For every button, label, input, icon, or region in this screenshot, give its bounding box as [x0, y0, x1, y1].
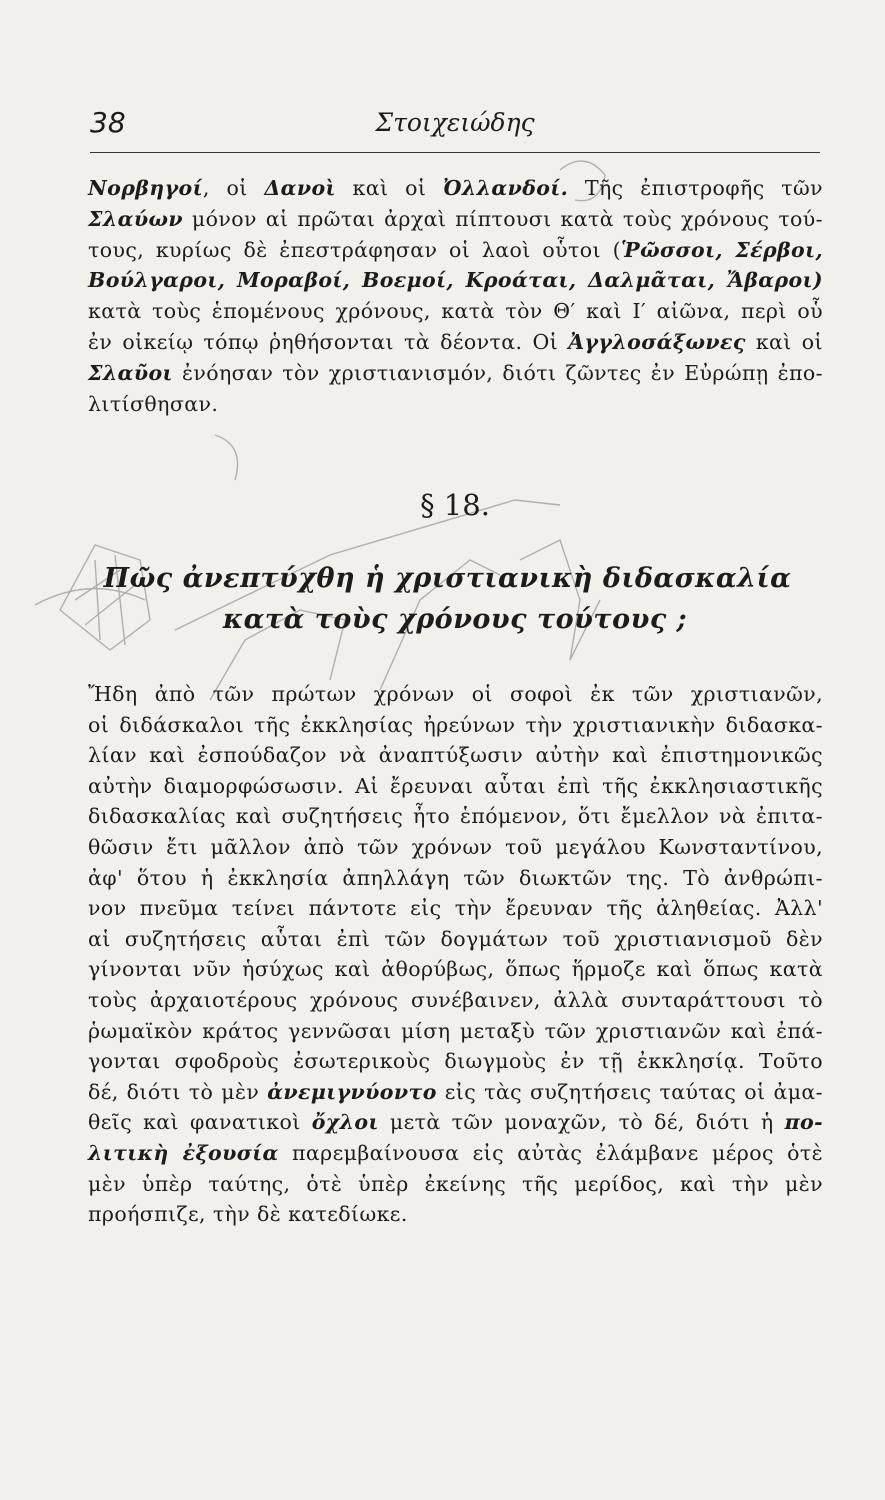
- text-line: [88, 679, 823, 710]
- emphasized-term: Νορβηγοί: [88, 176, 203, 200]
- text-run: κατὰ τοὺς ἑπομένους χρόνους, κατὰ τὸν Θ′ καὶ Ι′ αἰῶνα, περὶ οὗ: [88, 299, 823, 324]
- text-run: ἀφ' ὅτου ἡ ἐκκλησία ἀπηλλάγη τῶν διωκτῶν της. Τὸ ἀνθρώπι-: [88, 865, 823, 890]
- text-run: Ἤδη ἀπὸ τῶν πρώτων χρόνων οἱ σοφοὶ ἐκ τῶν χριστιανῶν,: [88, 682, 823, 706]
- text-line: [88, 1138, 823, 1169]
- text-line: [88, 832, 823, 863]
- text-run: νον πνεῦμα τείνει πάντοτε εἰς τὴν ἔρευναν τῆς ἀληθείας. Ἀλλ': [88, 896, 823, 921]
- text-line: [88, 265, 823, 296]
- text-line: [88, 296, 823, 327]
- text-line: [88, 954, 823, 985]
- text-line: [88, 985, 823, 1016]
- text-line: [88, 1077, 823, 1108]
- text-line: [88, 327, 823, 358]
- emphasized-term: Σλαῦοι: [88, 360, 173, 385]
- text-line: [88, 204, 823, 235]
- text-run: καὶ οἱ: [335, 176, 443, 200]
- text-run: λίαν καὶ ἐσπούδαζον νὰ ἀναπτύξωσιν αὐτὴν καὶ ἐπιστημονικῶς: [88, 743, 823, 768]
- text-line: [88, 1046, 823, 1077]
- text-line: [88, 235, 823, 266]
- text-run: ῥωμαϊκὸν κράτος γεννῶσαι μίση μεταξὺ τῶν χριστιανῶν καὶ ἐπά-: [88, 1018, 823, 1043]
- emphasized-term: ὄχλοι: [311, 1110, 379, 1135]
- text-run: τοὺς ἀρχαιοτέρους χρόνους συνέβαινεν, ἀλλὰ συνταράττουσι τὸ: [88, 987, 823, 1012]
- section-title-line-2: κατὰ τοὺς χρόνους τούτους ;: [222, 604, 688, 635]
- text-run: καὶ οἱ: [745, 329, 823, 354]
- text-run: τους, κυρίως δὲ ἐπεστράφησαν οἱ λαοὶ οὗτοι (: [88, 237, 622, 262]
- text-line: [88, 771, 823, 802]
- text-run: θῶσιν ἔτι μᾶλλον ἀπὸ τῶν χρόνων τοῦ μεγάλου Κωνσταντίνου,: [88, 834, 823, 859]
- emphasized-term: Δανοὶ: [264, 176, 336, 200]
- text-run: μετὰ τῶν μοναχῶν, τὸ δέ, διότι ἡ: [378, 1110, 785, 1135]
- text-line: [88, 173, 823, 204]
- emphasized-term: Ὀλλανδοί.: [443, 176, 569, 200]
- section-body-paragraph: [88, 679, 823, 1230]
- text-run: αἱ συζητήσεις αὗται ἐπὶ τῶν δογμάτων τοῦ χριστιανισμοῦ δὲν: [88, 926, 823, 951]
- emphasized-term: Σλαύων: [88, 206, 184, 231]
- text-run: , οἱ: [202, 176, 265, 200]
- header-rule: [90, 152, 820, 153]
- page-header: [90, 102, 820, 146]
- text-run: μὲν ὑπὲρ ταύτης, ὁτὲ ὑπὲρ ἐκείνης τῆς μερίδος, καὶ τὴν μὲν: [88, 1171, 823, 1196]
- emphasized-term: Βούλγαροι, Μοραβοί, Βοεμοί, Κροάται, Δαλμᾶται, Ἄβαροι): [88, 268, 823, 293]
- emphasized-term: λιτικὴ ἐξουσία: [88, 1140, 279, 1165]
- page-number: 38: [90, 106, 126, 139]
- text-line: [88, 924, 823, 955]
- text-run: Τῆς ἐπιστροφῆς τῶν: [568, 176, 823, 200]
- text-line: [88, 1107, 823, 1138]
- text-line: [88, 801, 823, 832]
- emphasized-term: Ἀγγλοσάξωνες: [568, 329, 746, 354]
- text-run: ἐν οἰκείῳ τόπῳ ῥηθήσονται τὰ δέοντα. Οἱ: [88, 329, 569, 354]
- text-run: γίνονται νῦν ἡσύχως καὶ ἀθορύβως, ὅπως ἥρμοζε καὶ ὅπως κατὰ: [88, 957, 823, 982]
- text-run: αὐτὴν διαμορφώσωσιν. Αἱ ἔρευναι αὗται ἐπὶ τῆς ἐκκλησιαστικῆς: [88, 773, 823, 798]
- text-line: [88, 863, 823, 894]
- text-run: οἱ διδάσκαλοι τῆς ἐκκλησίας ἠρεύνων τὴν χριστιανικὴν διδασκα-: [88, 712, 823, 737]
- text-run: θεῖς καὶ φανατικοὶ: [88, 1110, 312, 1135]
- text-run: διδασκαλίας καὶ συζητήσεις ἦτο ἑπόμενον, ὅτι ἔμελλον νὰ ἐπιτα-: [88, 804, 823, 829]
- text-run: δέ, διότι τὸ μὲν: [88, 1079, 268, 1104]
- text-line: [88, 893, 823, 924]
- text-run: μόνον αἱ πρῶται ἀρχαὶ πίπτουσι κατὰ τοὺς χρόνους τού-: [183, 206, 823, 231]
- section-number: § 18.: [420, 488, 490, 522]
- section-title-line-1: Πῶς ἀνεπτύχθη ἡ χριστιανικὴ διδασκαλία: [103, 563, 792, 594]
- text-line: [88, 710, 823, 741]
- text-line: [88, 358, 823, 389]
- text-line: [88, 740, 823, 771]
- text-line: [88, 1199, 823, 1230]
- text-run: ἐνόησαν τὸν χριστιανισμόν, διότι ζῶντες ἐν Εὐρώπῃ ἐπο-: [172, 360, 823, 385]
- text-run: προήσπιζε, τὴν δὲ κατεδίωκε.: [88, 1202, 408, 1227]
- running-title: Στοιχειώδης: [375, 108, 535, 137]
- emphasized-term: Ῥῶσσοι, Σέρβοι,: [621, 237, 823, 262]
- text-run: λιτίσθησαν.: [88, 391, 219, 416]
- emphasized-term: ἀνεμιγνύοντο: [267, 1079, 437, 1104]
- text-run: παρεμβαίνουσα εἰς αὐτὰς ἐλάμβανε μέρος ὁτὲ: [278, 1140, 824, 1165]
- text-line: [88, 389, 823, 420]
- emphasized-term: πο-: [784, 1110, 824, 1135]
- paragraph-continued: [88, 173, 823, 419]
- text-line: [88, 1016, 823, 1047]
- text-run: γονται σφοδροὺς ἐσωτερικοὺς διωγμοὺς ἐν τῇ ἐκκλησίᾳ. Τοῦτο: [88, 1049, 823, 1074]
- text-line: [88, 1169, 823, 1200]
- text-run: εἰς τὰς συζητήσεις ταύτας οἱ ἀμα-: [436, 1079, 823, 1104]
